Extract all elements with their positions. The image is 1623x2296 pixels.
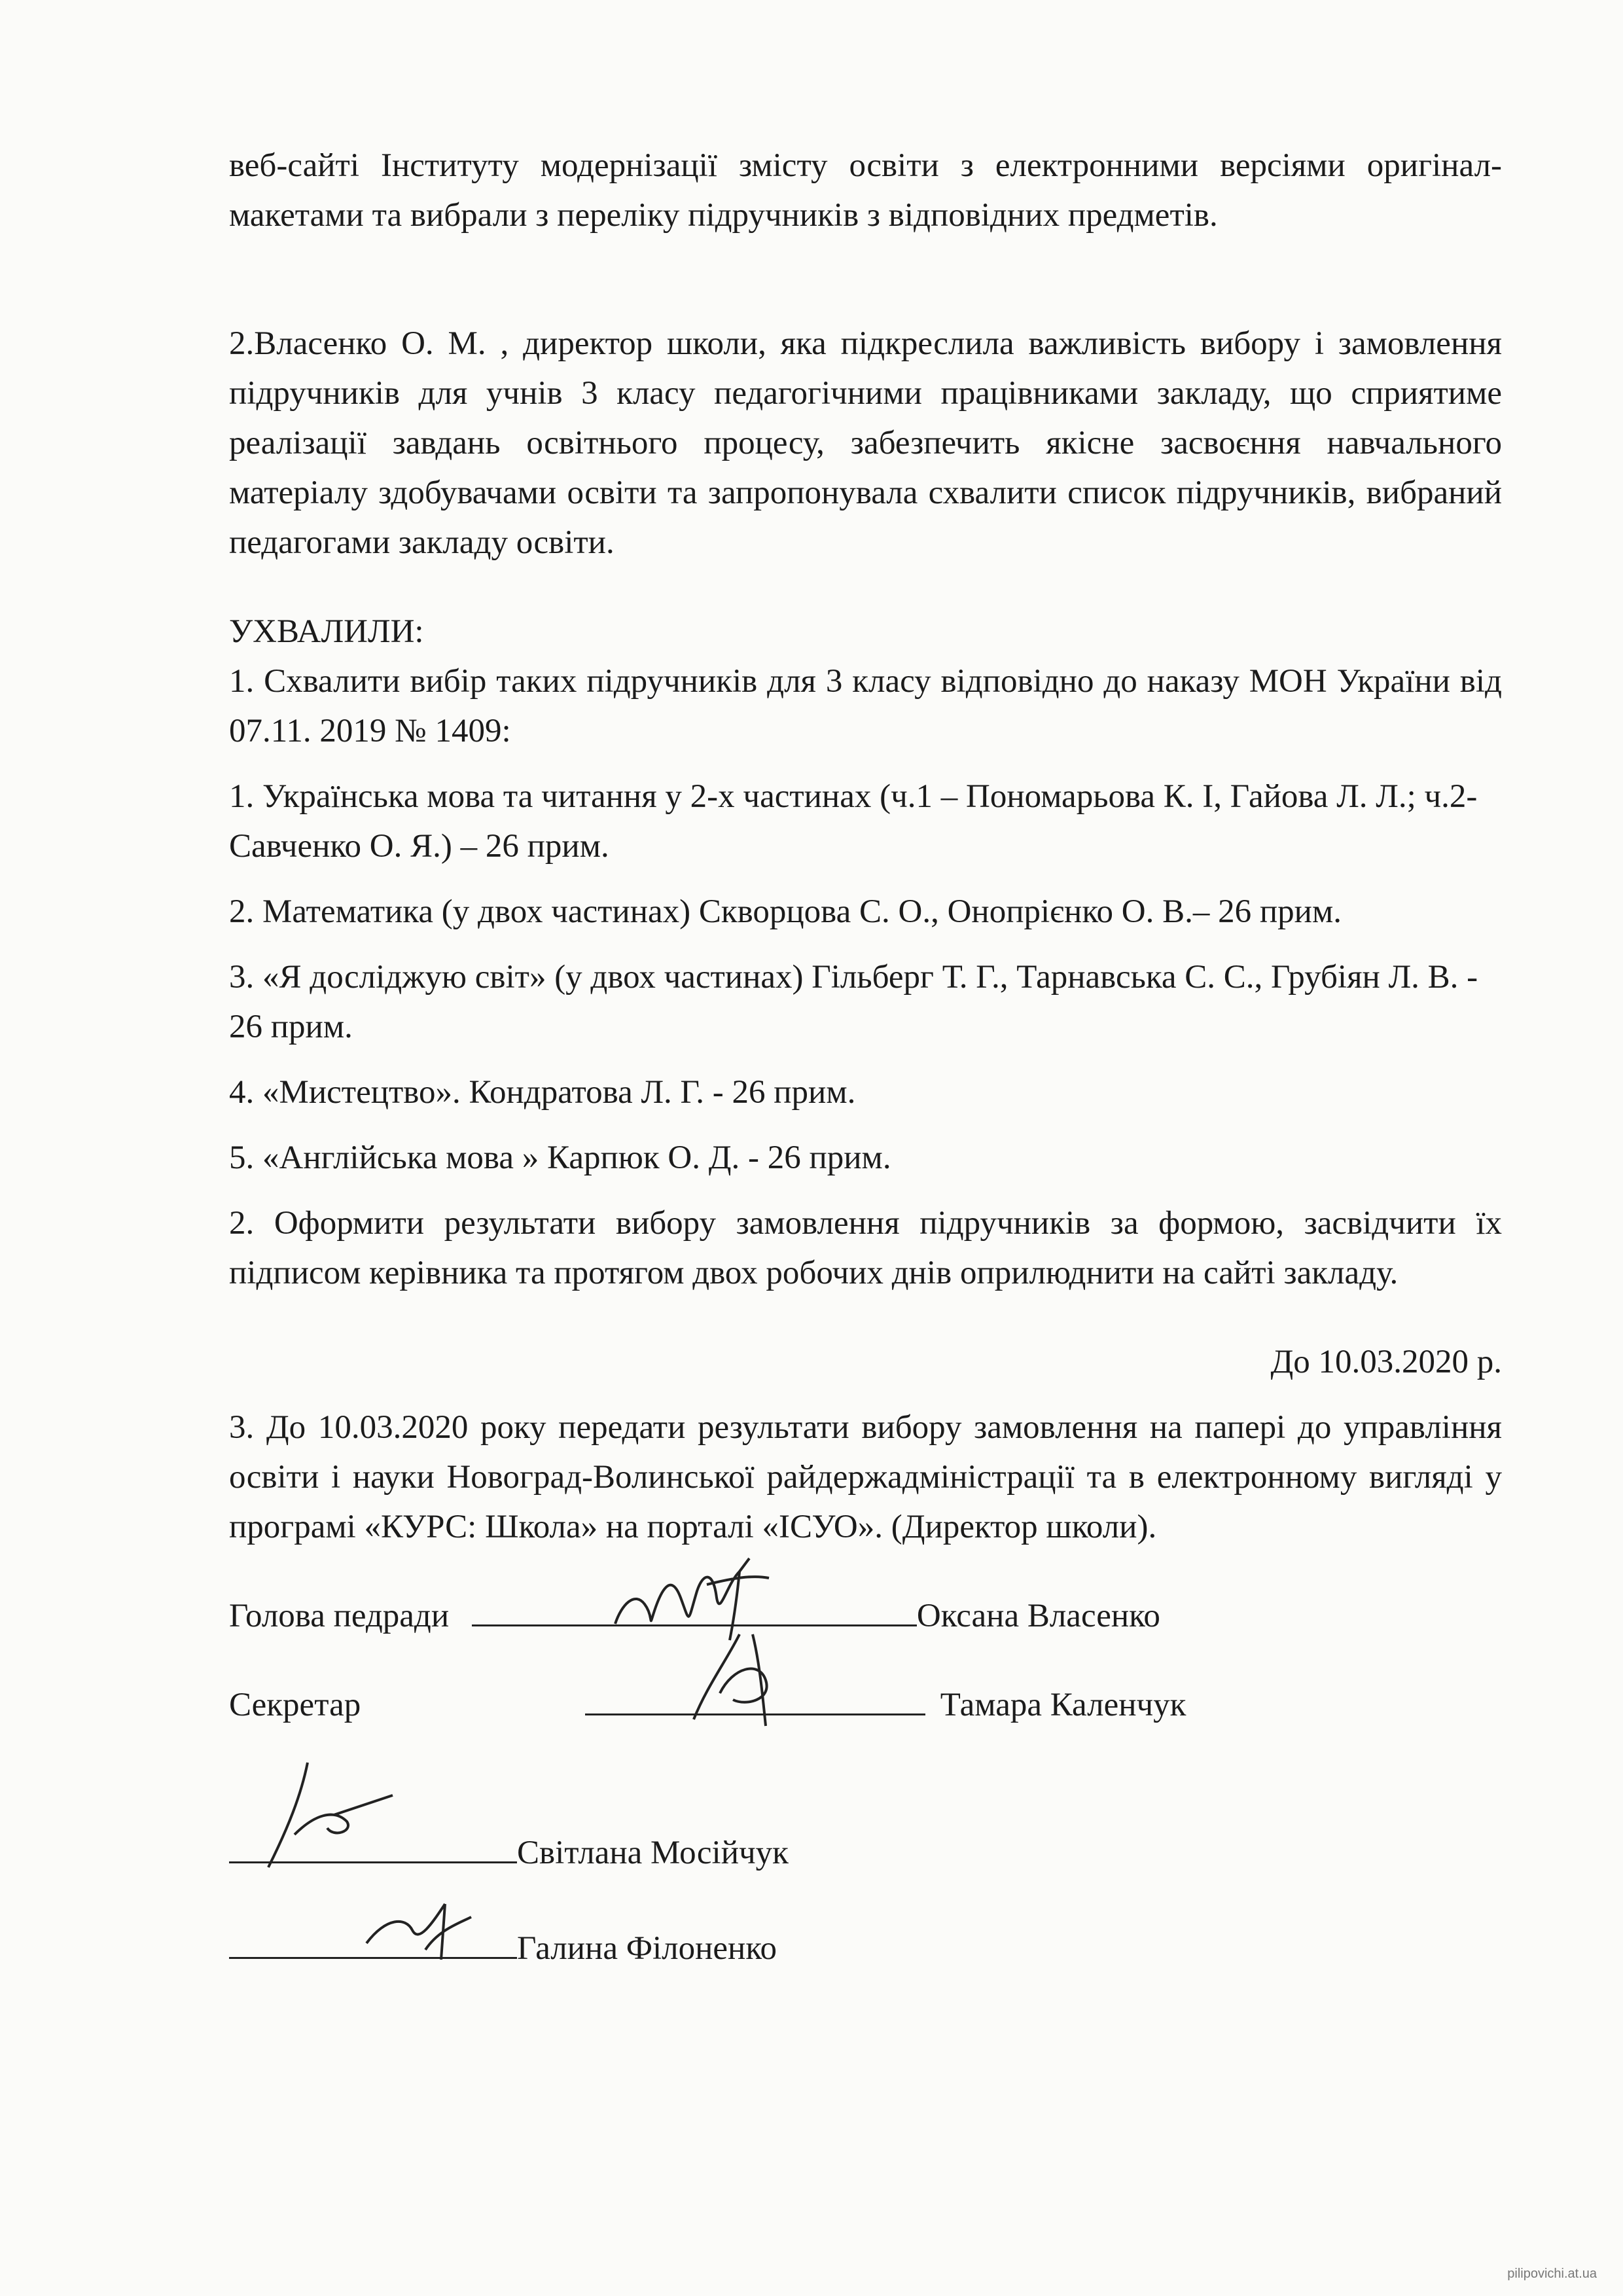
resolution-3: 3. До 10.03.2020 року передати результати вибору замовлення на папері до управління освіти і науки Новоград-Волинської райдержадміністрації та в електронному вигляді у програмі «КУРС: Школа» на порталі «ІСУО». (Директор школи). [229,1409,1502,1545]
chair-label: Голова педради [229,1598,450,1634]
handwritten-signature [668,1621,798,1732]
intro-paragraph: веб-сайті Інституту модернізації змісту освіти з електронними версіями оригінал-макетами та вибрали з переліку підручників з відповідних предметів. [229,147,1502,234]
handwritten-signature [360,1878,478,1963]
signature-row-secretary [229,1680,1502,1730]
textbook-item: 2. Математика (у двох частинах) Скворцова С. О., Онопрієнко О. В.– 26 прим. [229,893,1342,930]
resolution-1: 1. Схвалити вибір таких підручників для 3 класу відповідно до наказу МОН України від 07.11. 2019 № 1409: [229,663,1502,749]
deadline: До 10.03.2020 р. [1270,1344,1502,1380]
textbook-item: 1. Українська мова та читання у 2-х частинах (ч.1 – Пономарьова К. І, Гайова Л. Л.; ч.2- Савченко О. Я.) – 26 прим. [229,778,1478,865]
textbook-item: 5. «Англійська мова » Карпюк О. Д. - 26 прим. [229,1139,891,1176]
resolved-heading: УХВАЛИЛИ: [229,613,424,650]
handwritten-signature [255,1756,399,1874]
member1-name: Світлана Мосійчук [517,1835,789,1871]
textbook-item: 3. «Я досліджую світ» (у двох частинах) Гільберг Т. Г., Тарнавська С. С., Грубіян Л. В. - 26 прим. [229,959,1478,1045]
watermark-text: pilipovichi.at.ua [1507,2267,1597,2281]
textbook-item: 4. «Мистецтво». Кондратова Л. Г. - 26 прим. [229,1074,856,1111]
document-body [229,141,1502,1973]
signature-row-chair [229,1591,1502,1641]
secretary-name: Тамара Каленчук [940,1687,1186,1723]
resolution-2: 2. Оформити результати вибору замовлення підручників за формою, засвідчити їх підписом керівника та протягом двох робочих днів оприлюднити на сайті закладу. [229,1205,1502,1291]
member2-name: Галина Філоненко [517,1930,777,1967]
signature-row-member-2 [229,1924,1502,1973]
secretary-label: Секретар [229,1687,361,1723]
speaker-paragraph: 2.Власенко О. М. , директор школи, яка підкреслила важливість вибору і замовлення підручників для учнів 3 класу педагогічними працівниками закладу, що сприятиме реалізації завдань освітнього процесу, забезпечить якісне засвоєння навчального матеріалу здобувачами освіти та запропонувала схвалити список підручників, вибраний педагогами закладу освіти. [229,325,1502,561]
chair-name: Оксана Власенко [916,1598,1160,1634]
signature-row-member-1 [229,1828,1502,1878]
